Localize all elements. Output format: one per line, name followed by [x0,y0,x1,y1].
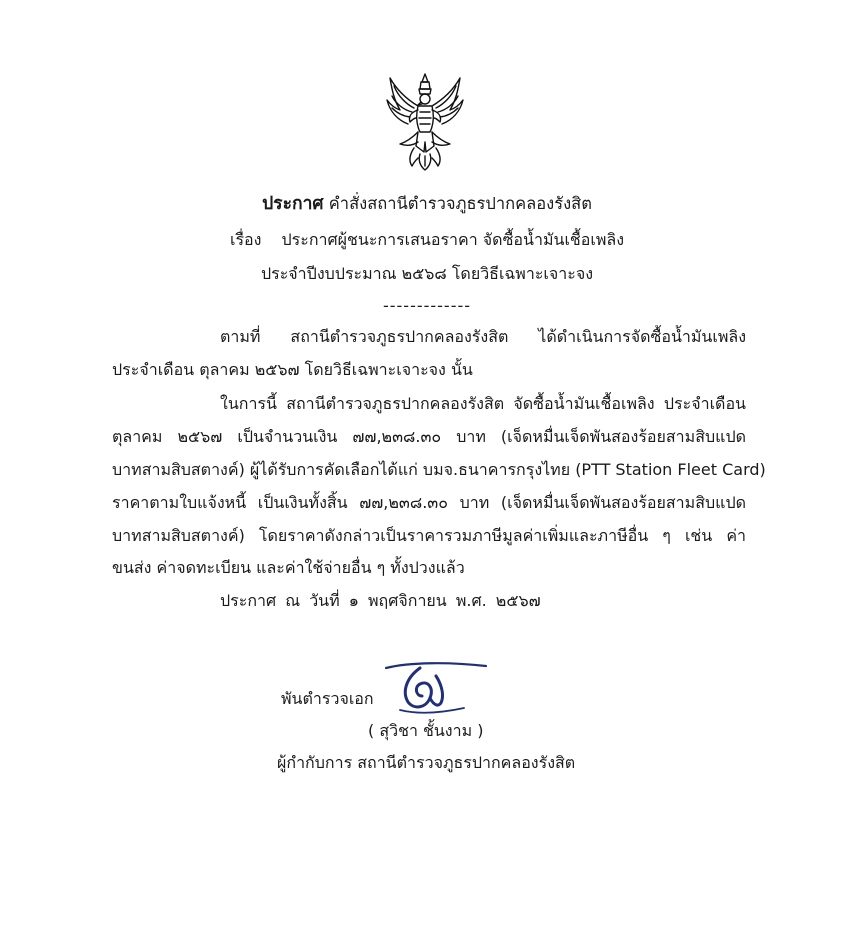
document-subject [0,229,854,251]
subject-label: เรื่อง [229,230,262,249]
paragraph2-line4: ราคาตามใบแจ้งหนี้ เป็นเงินทั้งสิ้น ๗๗,๒๓๘.๓๐ บาท (เจ็ดหมื่นเจ็ดพันสองร้อยสามสิบแปด [112,493,746,512]
paragraph2-line1: ในการนี้ สถานีตำรวจภูธรปากคลองรังสิต จัดซื้อน้ำมันเชื้อเพลิง ประจำเดือน [220,394,746,413]
signer-name: ( สุวิชา ชั้นงาม ) [368,721,484,740]
handwritten-signature-icon [380,656,490,716]
separator: ------------- [382,296,472,315]
signer-rank: พันตำรวจเอก [281,689,374,708]
paragraph2-line5: บาทสามสิบสตางค์) โดยราคาดังกล่าวเป็นราคารวมภาษีมูลค่าเพิ่มและภาษีอื่น ๆ เช่น ค่า [112,526,746,545]
title-issuer: คำสั่งสถานีตำรวจภูธรปากคลองรังสิต [328,194,592,213]
announcement-date: ประกาศ ณ วันที่ ๑ พฤศจิกายน พ.ศ. ๒๕๖๗ [220,591,541,610]
paragraph2-line3: บาทสามสิบสตางค์) ผู้ได้รับการคัดเลือกได้แก่ บมจ.ธนาคารกรุงไทย (PTT Station Fleet Card) [112,460,766,479]
paragraph2-line6: ขนส่ง ค่าจดทะเบียน และค่าใช้จ่ายอื่น ๆ ทั้งปวงแล้ว [112,558,465,577]
paragraph1-line2: ประจำเดือน ตุลาคม ๒๕๖๗ โดยวิธีเฉพาะเจาะจง นั้น [112,360,473,379]
paragraph1-line1: ตามที่ สถานีตำรวจภูธรปากคลองรังสิต ได้ดำเนินการจัดซื้อน้ำมันเพลิง [220,327,746,346]
garuda-emblem-icon [384,72,466,172]
signer-position: ผู้กำกับการ สถานีตำรวจภูธรปากคลองรังสิต [277,753,576,772]
document-title [0,193,854,215]
title-bold-word: ประกาศ [262,194,324,214]
subject-text: ประกาศผู้ชนะการเสนอราคา จัดซื้อน้ำมันเชื้อเพลิง [281,230,625,249]
fiscal-year-line: ประจำปีงบประมาณ ๒๕๖๘ โดยวิธีเฉพาะเจาะจง [260,264,594,283]
paragraph2-line2: ตุลาคม ๒๕๖๗ เป็นจำนวนเงิน ๗๗,๒๓๘.๓๐ บาท (เจ็ดหมื่นเจ็ดพันสองร้อยสามสิบแปด [112,427,746,446]
